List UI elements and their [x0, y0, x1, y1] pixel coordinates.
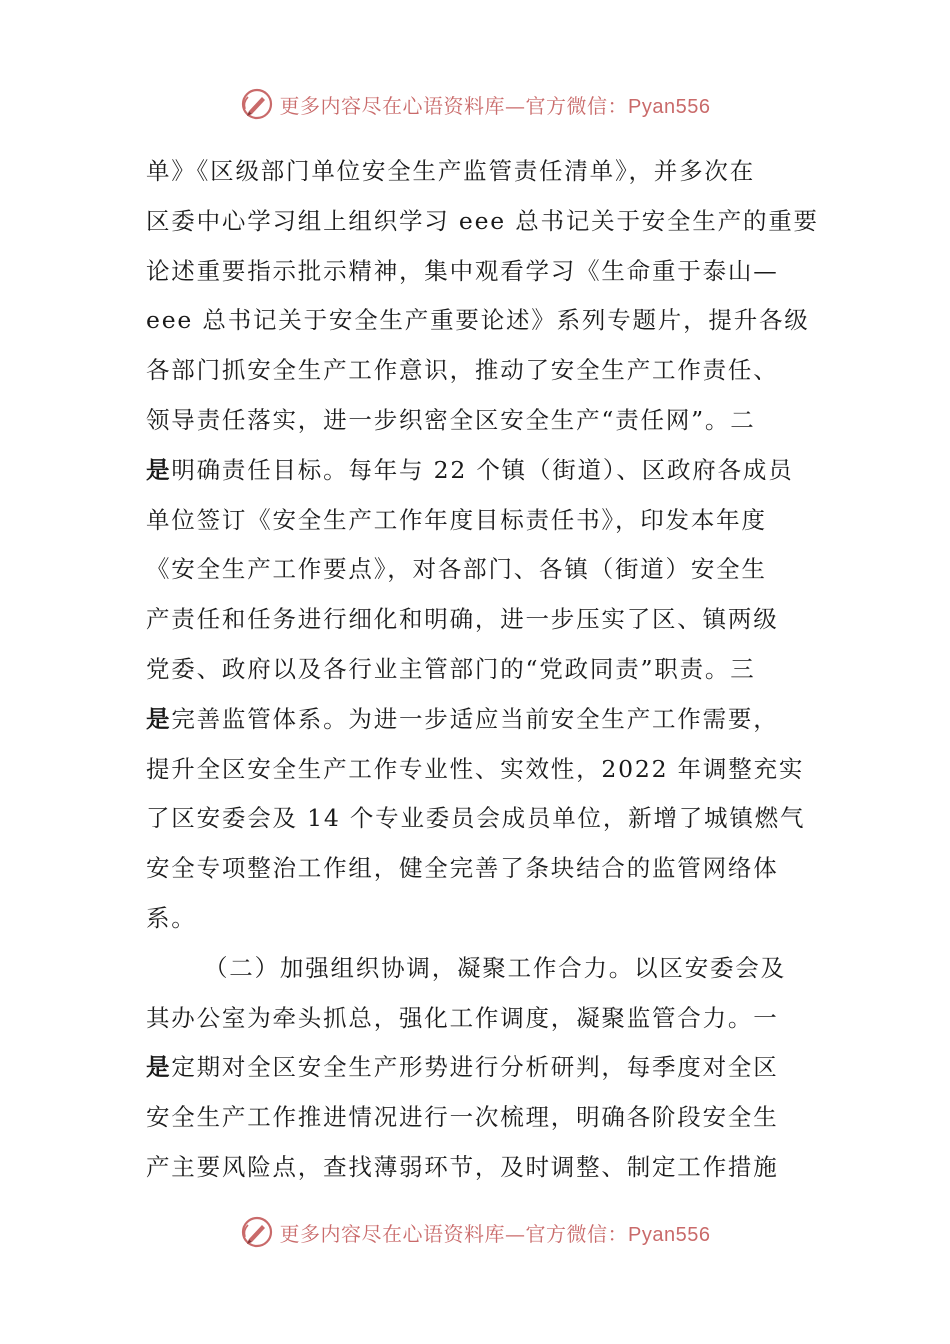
body-line: 产主要风险点，查找薄弱环节，及时调整、制定工作措施 — [146, 1152, 779, 1181]
footer-banner-cn: 更多内容尽在心语资料库—官方微信： — [279, 1221, 629, 1246]
footer-banner-text — [280, 1218, 711, 1247]
body-line — [146, 695, 811, 745]
body-line: 安全专项整治工作组，健全完善了条块结合的监管网络体 — [146, 854, 779, 883]
pen-seal-logo-icon — [240, 1215, 274, 1249]
pen-seal-logo-icon — [240, 87, 274, 121]
body-line: 论述重要指示批示精神，集中观看学习《生命重于泰山— — [146, 256, 779, 285]
body-line: 产责任和任务进行细化和明确，进一步压实了区、镇两级 — [146, 605, 779, 634]
body-line: 了区安委会及 14 个专业委员会成员单位，新增了城镇燃气 — [146, 804, 806, 833]
bold-marker: 是 — [146, 704, 172, 733]
body-line: 党委、政府以及各行业主管部门的“党政同责”职责。三 — [146, 654, 756, 683]
body-line: 领导责任落实，进一步织密全区安全生产“责任网”。二 — [146, 405, 756, 434]
body-line: 《安全生产工作要点》，对各部门、各镇（街道）安全生 — [146, 555, 767, 584]
header-banner — [0, 84, 950, 124]
body-line: 安全生产工作推进情况进行一次梳理，明确各阶段安全生 — [146, 1103, 779, 1132]
body-line: 系。 — [146, 903, 197, 932]
footer-banner — [0, 1212, 950, 1252]
body-line: 提升全区安全生产工作专业性、实效性，2022 年调整充实 — [146, 754, 805, 783]
body-line: eee 总书记关于安全生产重要论述》系列专题片，提升各级 — [146, 306, 810, 335]
body-line: 各部门抓安全生产工作意识，推动了安全生产工作责任、 — [146, 356, 779, 385]
bold-marker: 是 — [146, 1053, 172, 1082]
header-banner-wechat-id: Pyan556 — [628, 95, 711, 118]
body-line: 单》《区级部门单位安全生产监管责任清单》，并多次在 — [146, 157, 755, 185]
body-line-text: 完善监管体系。为进一步适应当前安全生产工作需要， — [171, 704, 779, 733]
body-line — [146, 446, 811, 496]
bold-marker: 是 — [146, 455, 172, 484]
body-line: 其办公室为牵头抓总，强化工作调度，凝聚监管合力。一 — [146, 1003, 779, 1032]
body-line — [146, 1043, 811, 1093]
body-line: （二）加强组织协调，凝聚工作合力。以区安委会及 — [204, 953, 786, 982]
body-line-text: 定期对全区安全生产形势进行分析研判，每季度对全区 — [171, 1053, 779, 1082]
header-banner-text — [280, 90, 711, 119]
header-banner-cn: 更多内容尽在心语资料库—官方微信： — [279, 93, 629, 118]
document-body — [146, 147, 819, 1193]
body-line: 区委中心学习组上组织学习 eee 总书记关于安全生产的重要 — [146, 206, 819, 235]
body-line: 单位签订《安全生产工作年度目标责任书》，印发本年度 — [146, 505, 767, 534]
footer-banner-wechat-id: Pyan556 — [628, 1223, 711, 1246]
body-line-text: 明确责任目标。每年与 22 个镇（街道）、区政府各成员 — [171, 455, 794, 484]
